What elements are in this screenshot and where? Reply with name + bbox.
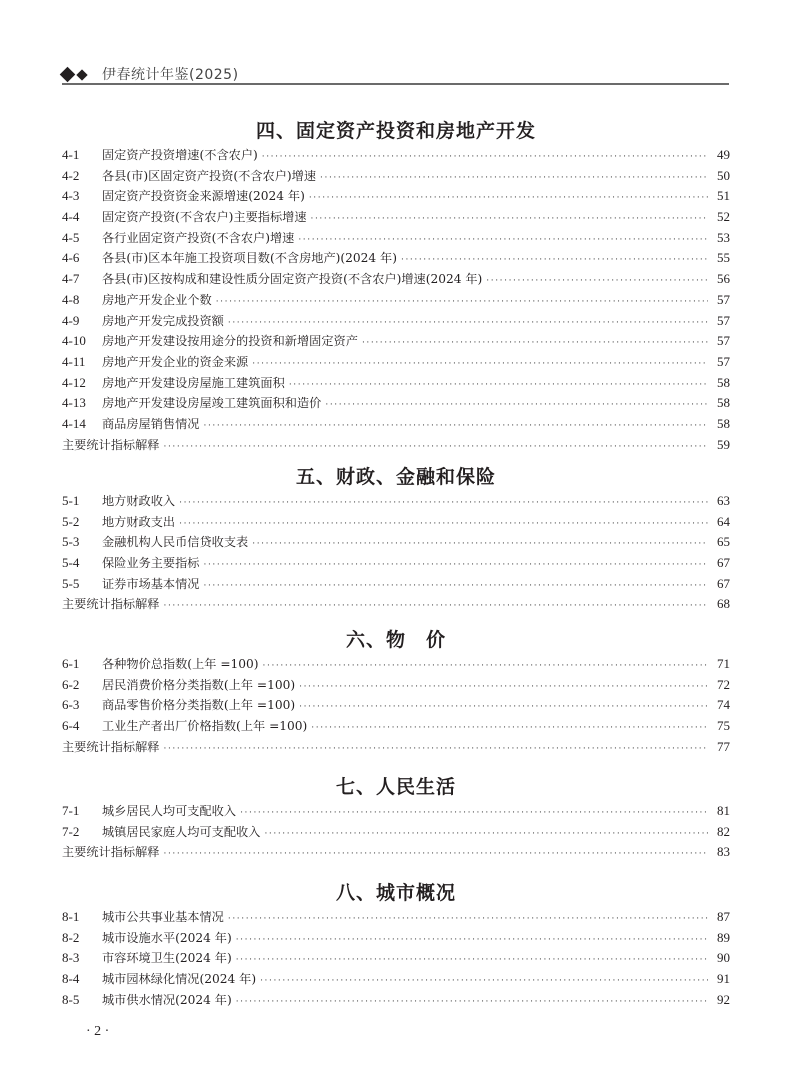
entry-page-number: 63 (717, 493, 730, 508)
entry-title: 主要统计指标解释 (62, 437, 160, 452)
dot-leader (299, 697, 708, 718)
toc-entry[interactable] (62, 594, 730, 615)
dot-leader (320, 168, 708, 189)
section-title: 六、物 价 (345, 629, 446, 651)
entry-title: 城乡居民人均可支配收入 (102, 804, 237, 818)
entry-title: 房地产开发建设按用途分的投资和新增固定资产 (102, 334, 358, 349)
entry-title: 城市设施水平(2024 年) (102, 930, 232, 945)
entry-number: 4-2 (62, 167, 80, 183)
entry-title: 固定资产投资增速(不含农户) (102, 148, 258, 162)
entry-number: 5-1 (62, 493, 80, 508)
entry-number: 4-7 (62, 271, 80, 287)
dot-leader (204, 555, 709, 576)
entry-number: 4-10 (62, 333, 86, 349)
entry-page-number: 65 (717, 534, 730, 550)
entry-title: 主要统计指标解释 (62, 845, 160, 860)
toc-entry[interactable] (62, 948, 730, 969)
entry-title: 保险业务主要指标 (102, 556, 200, 571)
dot-leader (260, 971, 708, 992)
page-number: · 2 · (86, 1024, 110, 1039)
entry-page-number: 50 (717, 167, 730, 183)
entry-number: 6-1 (62, 656, 80, 671)
dot-leader (252, 534, 708, 555)
entry-page-number: 90 (717, 950, 730, 966)
entry-number: 4-6 (62, 250, 80, 266)
toc-entry[interactable] (62, 574, 730, 595)
section-title: 七、人民生活 (335, 776, 456, 798)
toc-entry[interactable] (62, 311, 730, 332)
toc-entry[interactable] (62, 553, 730, 574)
dot-leader (228, 313, 708, 334)
toc-entry[interactable] (62, 373, 730, 394)
dot-leader (164, 739, 709, 760)
dot-leader (240, 803, 708, 824)
entry-page-number: 91 (717, 971, 730, 987)
toc-section (62, 463, 730, 615)
entry-title: 市容环境卫生(2024 年) (102, 951, 232, 966)
entry-title: 固定资产投资资金来源增速(2024 年) (102, 189, 305, 204)
dot-leader (204, 576, 709, 597)
toc-entry[interactable] (62, 737, 730, 758)
entry-number: 8-1 (62, 909, 80, 924)
entry-title: 金融机构人民币信贷收支表 (102, 535, 249, 550)
entry-title: 主要统计指标解释 (62, 597, 160, 612)
entry-title: 地方财政收入 (102, 494, 176, 508)
dot-leader (362, 333, 708, 354)
entry-number: 4-12 (62, 374, 86, 390)
entry-title: 各种物价总指数(上年 =100) (102, 657, 259, 671)
section-title: 八、城市概况 (335, 882, 456, 904)
entry-page-number: 89 (717, 929, 730, 945)
toc-entry[interactable] (62, 675, 730, 696)
entry-page-number: 56 (717, 271, 730, 287)
dot-leader (262, 147, 708, 168)
dot-leader (401, 250, 708, 271)
toc-entry[interactable] (62, 435, 730, 456)
entry-title: 固定资产投资(不含农户)主要指标增速 (102, 210, 307, 225)
entry-title: 房地产开发企业个数 (102, 292, 212, 307)
book-title: 伊春统计年鉴(2025) (102, 67, 239, 83)
entry-number: 6-3 (62, 697, 80, 713)
entry-page-number: 77 (717, 738, 730, 754)
entry-title: 各县(市)区本年施工投资项目数(不含房地产)(2024 年) (102, 251, 397, 266)
toc-entry[interactable] (62, 393, 730, 414)
dot-leader (311, 718, 708, 739)
toc-entry[interactable] (62, 166, 730, 187)
dot-leader (236, 992, 708, 1013)
dot-leader (228, 909, 708, 930)
entry-page-number: 51 (717, 188, 730, 204)
toc-entry[interactable] (62, 186, 730, 207)
dot-leader (298, 230, 708, 251)
toc-entry[interactable] (62, 532, 730, 553)
entry-number: 5-5 (62, 575, 80, 591)
dot-leader (179, 514, 708, 535)
entry-page-number: 82 (717, 823, 730, 839)
entry-title: 城市公共事业基本情况 (102, 910, 224, 924)
entry-number: 5-2 (62, 513, 80, 529)
entry-page-number: 57 (717, 291, 730, 307)
header-rule (62, 83, 729, 85)
toc-entry[interactable] (62, 801, 730, 822)
dot-leader (264, 824, 708, 845)
entry-number: 4-1 (62, 147, 80, 162)
toc-entry[interactable] (62, 207, 730, 228)
dot-leader (164, 596, 709, 617)
entry-page-number: 64 (717, 513, 730, 529)
dot-leader (179, 493, 708, 514)
entry-number: 5-4 (62, 555, 80, 571)
entry-number: 4-5 (62, 229, 80, 245)
toc-entry[interactable] (62, 491, 730, 512)
entry-page-number: 67 (717, 555, 730, 571)
toc-entry[interactable] (62, 716, 730, 737)
entry-page-number: 67 (717, 575, 730, 591)
toc-entry[interactable] (62, 414, 730, 435)
dot-leader (299, 677, 708, 698)
entry-number: 8-5 (62, 991, 80, 1007)
dot-leader (486, 271, 708, 292)
dot-leader (263, 656, 708, 677)
dot-leader (216, 292, 708, 313)
entry-page-number: 81 (717, 803, 730, 818)
dot-leader (164, 437, 709, 458)
entry-page-number: 58 (717, 374, 730, 390)
entry-page-number: 72 (717, 676, 730, 692)
toc-entry[interactable] (62, 928, 730, 949)
entry-title: 商品零售价格分类指数(上年 =100) (102, 698, 296, 713)
toc-entry[interactable] (62, 228, 730, 249)
toc-section (62, 879, 730, 1010)
entry-number: 4-4 (62, 209, 80, 225)
dot-leader (311, 209, 708, 230)
entry-title: 商品房屋销售情况 (102, 416, 200, 431)
toc-entry[interactable] (62, 248, 730, 269)
dot-leader (204, 416, 709, 437)
entry-page-number: 49 (717, 147, 730, 162)
dot-leader (164, 844, 709, 865)
toc-entry[interactable] (62, 269, 730, 290)
dot-leader (325, 395, 708, 416)
entry-title: 各行业固定资产投资(不含农户)增速 (102, 230, 295, 245)
entry-page-number: 59 (717, 436, 730, 452)
entry-title: 各县(市)区按构成和建设性质分固定资产投资(不含农户)增速(2024 年) (102, 272, 483, 287)
toc-entry[interactable] (62, 990, 730, 1011)
dot-leader (236, 930, 708, 951)
entry-number: 7-1 (62, 803, 80, 818)
entry-title: 工业生产者出厂价格指数(上年 =100) (102, 719, 308, 734)
dot-leader (236, 950, 708, 971)
entry-title: 房地产开发企业的资金来源 (102, 354, 249, 369)
entry-title: 城市园林绿化情况(2024 年) (102, 972, 257, 987)
toc-entry[interactable] (62, 654, 730, 675)
entry-page-number: 53 (717, 229, 730, 245)
toc-entry[interactable] (62, 331, 730, 352)
dot-leader (289, 375, 708, 396)
entry-page-number: 87 (717, 909, 730, 924)
entry-page-number: 75 (717, 718, 730, 734)
toc-entry[interactable] (62, 695, 730, 716)
entry-title: 居民消费价格分类指数(上年 =100) (102, 677, 296, 692)
entry-page-number: 71 (717, 656, 730, 671)
entry-number: 4-3 (62, 188, 80, 204)
entry-title: 房地产开发完成投资额 (102, 313, 224, 328)
toc-entry[interactable] (62, 822, 730, 843)
entry-page-number: 57 (717, 353, 730, 369)
running-header (62, 64, 729, 84)
entry-page-number: 58 (717, 415, 730, 431)
section-title: 五、财政、金融和保险 (295, 466, 496, 488)
toc-entry[interactable] (62, 512, 730, 533)
entry-number: 4-11 (62, 353, 86, 369)
entry-title: 城市供水情况(2024 年) (102, 992, 232, 1007)
toc-entry[interactable] (62, 352, 730, 373)
dot-leader (252, 354, 708, 375)
entry-number: 8-4 (62, 971, 80, 987)
entry-number: 7-2 (62, 823, 80, 839)
entry-page-number: 55 (717, 250, 730, 266)
entry-page-number: 57 (717, 333, 730, 349)
toc-entry[interactable] (62, 907, 730, 928)
toc-section (62, 626, 730, 757)
toc-entry[interactable] (62, 969, 730, 990)
section-title: 四、固定资产投资和房地产开发 (255, 120, 536, 142)
entry-number: 6-2 (62, 676, 80, 692)
entry-title: 地方财政支出 (102, 514, 176, 529)
entry-number: 4-8 (62, 291, 80, 307)
entry-page-number: 58 (717, 395, 730, 411)
entry-page-number: 57 (717, 312, 730, 328)
toc-entry[interactable] (62, 842, 730, 863)
entry-title: 证券市场基本情况 (102, 576, 200, 591)
entry-number: 6-4 (62, 718, 80, 734)
entry-number: 8-2 (62, 929, 80, 945)
entry-title: 各县(市)区固定资产投资(不含农户)增速 (102, 168, 317, 183)
toc-section (62, 117, 730, 455)
entry-page-number: 92 (717, 991, 730, 1007)
entry-number: 4-14 (62, 415, 86, 431)
entry-number: 4-13 (62, 395, 86, 411)
entry-title: 城镇居民家庭人均可支配收入 (102, 824, 261, 839)
entry-title: 主要统计指标解释 (62, 739, 160, 754)
entry-page-number: 74 (717, 697, 730, 713)
toc-section (62, 773, 730, 863)
entry-number: 4-9 (62, 312, 80, 328)
entry-number: 8-3 (62, 950, 80, 966)
toc-entry[interactable] (62, 290, 730, 311)
entry-number: 5-3 (62, 534, 80, 550)
entry-page-number: 83 (717, 844, 730, 860)
dot-leader (309, 188, 708, 209)
entry-title: 房地产开发建设房屋竣工建筑面积和造价 (102, 396, 322, 411)
entry-title: 房地产开发建设房屋施工建筑面积 (102, 375, 285, 390)
toc-entry[interactable] (62, 145, 730, 166)
entry-page-number: 68 (717, 596, 730, 612)
entry-page-number: 52 (717, 209, 730, 225)
